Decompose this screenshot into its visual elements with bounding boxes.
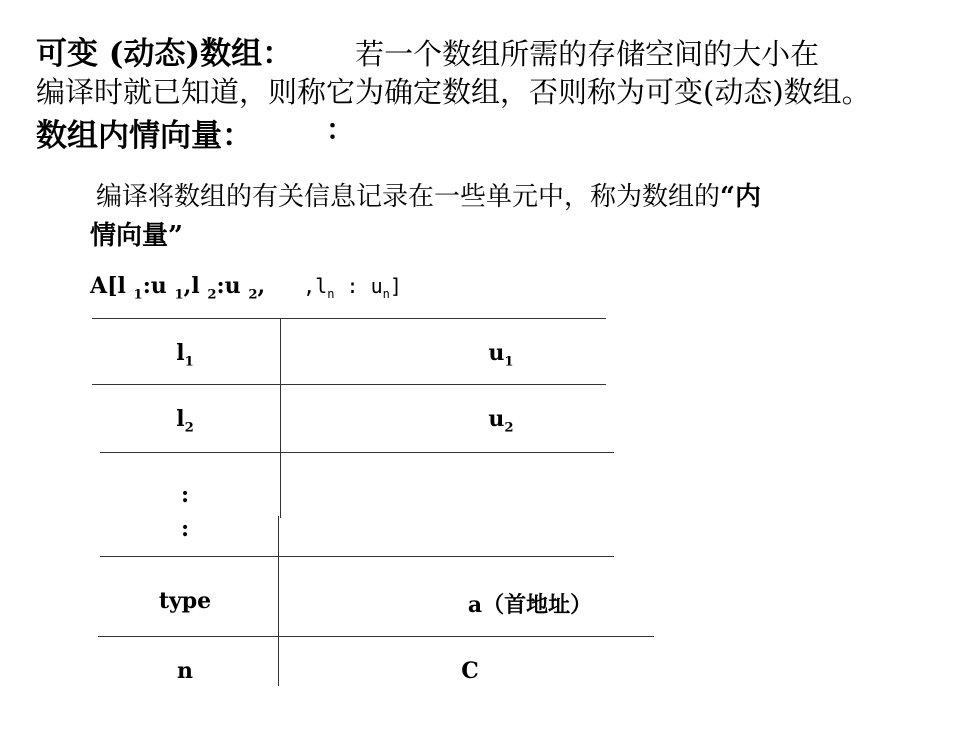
paragraph-line-1 (96, 176, 761, 213)
decl-part: :u (142, 273, 175, 299)
paragraph-emphasis-start: “内 (720, 182, 761, 212)
table-row (446, 340, 556, 369)
cell-text: u (488, 340, 505, 366)
cell-text: l (176, 406, 185, 432)
array-declaration (90, 273, 402, 302)
ellipsis-dot: : (180, 482, 190, 508)
decl-sub: 2 (248, 287, 258, 303)
cell-sub: 1 (504, 354, 514, 370)
heading-variable-array (36, 28, 819, 73)
decl-part: :u (216, 273, 249, 299)
table-column-divider (278, 516, 279, 686)
table-rule (92, 318, 606, 319)
cell-text: type (158, 588, 212, 614)
table-row (446, 406, 556, 435)
table-rule (100, 556, 614, 557)
heading-dope-vector: 数组内情向量： (36, 118, 253, 154)
decl-sub: 2 (207, 287, 217, 303)
paragraph-emphasis-end: 情向量” (90, 221, 183, 251)
cell-sub: 2 (184, 420, 194, 436)
heading-colon: ： (326, 113, 355, 146)
table-row (130, 340, 240, 369)
table-rule (98, 636, 654, 637)
decl-part: , (257, 273, 266, 299)
table-row (130, 588, 240, 614)
table-row-ellipsis (130, 478, 240, 546)
table-column-divider (280, 318, 281, 518)
definition-end: 编译时就已知道，则称它为确定数组，否则称为可变(动态)数组。 (36, 75, 871, 109)
decl-sub: n (327, 287, 335, 301)
cell-text: l (176, 340, 185, 366)
table-row (130, 406, 240, 435)
paragraph-text: 编译将数组的有关信息记录在一些单元中，称为数组的 (96, 182, 721, 212)
cell-text: n (177, 658, 193, 684)
table-row (430, 588, 630, 619)
cell-sub: 2 (504, 420, 514, 436)
table-rule (100, 452, 614, 453)
table-row (415, 658, 525, 684)
decl-sub: 1 (174, 287, 184, 303)
ellipsis-dot: : (180, 516, 190, 542)
decl-part: : u (334, 274, 383, 298)
cell-text: C (461, 658, 479, 684)
table-row (130, 658, 240, 684)
decl-part: ] (389, 274, 402, 298)
term-variable-array: 可变 (动态)数组： (36, 36, 294, 72)
cell-text: a（首地址） (467, 592, 593, 618)
table-rule (92, 384, 606, 385)
definition-start: 若一个数组所需的存储空间的大小在 (355, 37, 820, 71)
decl-part: ,l (183, 273, 208, 299)
decl-rest (303, 274, 402, 301)
cell-text: u (488, 406, 505, 432)
decl-sub: 1 (133, 287, 143, 303)
cell-sub: 1 (184, 354, 194, 370)
decl-sub: n (382, 287, 390, 301)
decl-part: ,l (303, 274, 328, 298)
decl-prefix: A[l (90, 273, 134, 299)
